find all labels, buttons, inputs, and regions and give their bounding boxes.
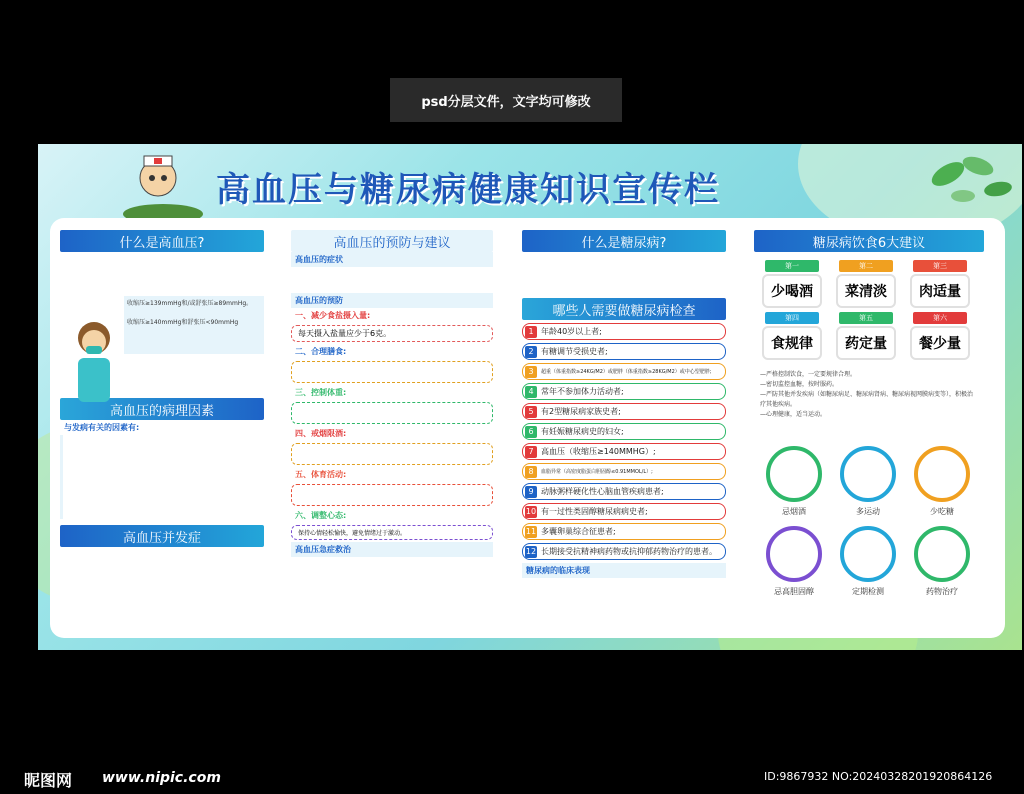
column-prevention <box>291 230 493 597</box>
diet-tag: 第二 <box>839 260 893 272</box>
subheading: 高血压的预防 <box>291 293 493 308</box>
list-item-text: 多囊卵巢综合征患者; <box>541 527 616 536</box>
text-block <box>522 578 726 614</box>
diet-tag: 第五 <box>839 312 893 324</box>
lifestyle-label: 药物治疗 <box>926 587 958 596</box>
section-header: 高血压的病理因素 <box>60 398 264 420</box>
list-item-text: 超重（体重指数≥24KG/M2）或肥胖（体重指数≥28KG/M2）或中心型肥胖; <box>541 369 712 375</box>
diet-card: 餐少量 <box>910 326 970 360</box>
diet-card: 食规律 <box>762 326 822 360</box>
list-item <box>522 343 726 360</box>
tip-box <box>291 361 493 383</box>
list-item <box>522 503 726 520</box>
lifestyle-icon <box>766 526 822 582</box>
list-number: 2 <box>525 346 537 358</box>
diet-card: 药定量 <box>836 326 896 360</box>
list-item-text: 有妊娠糖尿病史的妇女; <box>541 427 624 436</box>
lifestyle-icon <box>840 446 896 502</box>
list-number: 3 <box>525 366 537 378</box>
tip-box: 每天摄入盐量应少于6克。 <box>291 325 493 342</box>
section-header: 哪些人需要做糖尿病检查 <box>522 298 726 320</box>
lifestyle-label: 忌高胆固醇 <box>774 587 814 596</box>
lifestyle-icons <box>754 442 984 622</box>
factor-list <box>60 435 264 519</box>
diet-tag: 第四 <box>765 312 819 324</box>
text-block <box>291 557 493 597</box>
bp-criteria-1: 收缩压≥139mmHg和/或舒张压≥89mmHg。 <box>127 300 253 307</box>
column-diabetes <box>522 230 726 614</box>
list-item <box>522 423 726 440</box>
list-item-text: 动脉粥样硬化性心脑血管疾病患者; <box>541 487 664 496</box>
section-header: 什么是糖尿病? <box>522 230 726 252</box>
section-header: 什么是高血压? <box>60 230 264 252</box>
footer-logo: 昵图网 <box>24 771 73 790</box>
top-note: psd分层文件，文字均可修改 <box>390 78 622 122</box>
tip-heading: 六、调整心态: <box>295 511 347 520</box>
tip-box <box>291 443 493 465</box>
lifestyle-icon <box>914 446 970 502</box>
diet-card: 少喝酒 <box>762 274 822 308</box>
diet-tip: —严防其他并发疾病（如糖尿病足、糖尿病肾病、糖尿病视网膜病变等），积极治疗其他疾病。 <box>760 391 974 408</box>
page-title: 高血压与糖尿病健康知识宣传栏 <box>216 170 720 210</box>
tip-heading: 二、合理膳食: <box>295 347 347 356</box>
text-block <box>60 252 264 296</box>
list-number: 12 <box>525 547 537 556</box>
column-hypertension <box>60 230 264 603</box>
footer-url: www.nipic.com <box>102 770 221 786</box>
list-number: 1 <box>525 326 537 338</box>
list-item-text: 有2型糖尿病家族史者; <box>541 407 621 416</box>
poster-board <box>38 144 1022 650</box>
diet-tip: —密切监控血糖，按时服药。 <box>760 381 839 388</box>
list-number: 9 <box>525 486 537 498</box>
list-item <box>522 443 726 460</box>
text-block <box>124 354 264 384</box>
footer <box>0 762 1024 794</box>
text-block <box>291 267 493 293</box>
list-item <box>522 363 726 380</box>
list-item-text: 高血压（收缩压≥140MMHG）; <box>541 447 656 456</box>
lifestyle-label: 多运动 <box>856 507 880 516</box>
list-number: 6 <box>525 426 537 438</box>
diet-card: 肉适量 <box>910 274 970 308</box>
lifestyle-label: 忌烟酒 <box>782 507 806 516</box>
list-number: 5 <box>525 406 537 418</box>
leaf-icon <box>918 144 1018 214</box>
column-diet <box>754 230 984 640</box>
list-number: 10 <box>525 507 537 516</box>
diet-tag: 第六 <box>913 312 967 324</box>
lifestyle-label: 少吃糖 <box>930 507 954 516</box>
tip-heading: 三、控制体重: <box>295 388 347 397</box>
diet-tip: —严格控制饮食，一定要规律合理。 <box>760 371 857 378</box>
doctor-mascot-icon <box>118 150 208 224</box>
diet-card: 菜清淡 <box>836 274 896 308</box>
list-item <box>522 383 726 400</box>
subheading: 高血压急症救治 <box>291 542 493 557</box>
tip-heading: 一、减少食盐摄入量: <box>295 311 371 320</box>
tip-heading: 四、戒烟限酒: <box>295 429 347 438</box>
list-item-text: 常年不参加体力活动者; <box>541 387 624 396</box>
diet-tag: 第一 <box>765 260 819 272</box>
section-header: 高血压并发症 <box>60 525 264 547</box>
list-item <box>522 543 726 560</box>
list-number: 8 <box>525 466 537 478</box>
diet-cards <box>754 252 984 366</box>
list-number: 4 <box>525 386 537 398</box>
diet-tips <box>754 366 984 442</box>
list-item-text: 有一过性类固醇糖尿病病史者; <box>541 507 648 516</box>
lifestyle-icon <box>840 526 896 582</box>
list-item <box>522 483 726 500</box>
tip-box <box>291 402 493 424</box>
list-number: 11 <box>525 527 537 536</box>
lifestyle-label: 定期检测 <box>852 587 884 596</box>
diet-tag: 第三 <box>913 260 967 272</box>
bp-criteria-2: 收缩压≥140mmHg和舒张压<90mmHg <box>127 319 239 326</box>
tip-heading: 五、体育活动: <box>295 470 347 479</box>
bp-criteria-box <box>124 296 264 354</box>
list-item <box>522 403 726 420</box>
section-header: 糖尿病饮食6大建议 <box>754 230 984 252</box>
subheading: 糖尿病的临床表现 <box>522 563 726 578</box>
subheading: 高血压的症状 <box>291 252 493 267</box>
list-item-text: 有糖调节受损史者; <box>541 347 608 356</box>
screening-list <box>522 323 726 560</box>
text-block <box>60 547 264 603</box>
text-block <box>522 252 726 298</box>
footer-id: ID:9867932 NO:20240328201920864126 <box>764 770 993 783</box>
list-item <box>522 323 726 340</box>
tip-box <box>291 484 493 506</box>
section-header: 高血压的预防与建议 <box>291 230 493 252</box>
subheading: 与发病有关的因素有: <box>64 423 140 432</box>
list-number: 7 <box>525 446 537 458</box>
list-item-text: 长期接受抗精神病药物或抗抑郁药物治疗的患者。 <box>541 547 717 556</box>
list-item <box>522 463 726 480</box>
tip-box: 保持心情轻松愉快，避免情绪过于激动。 <box>291 525 493 540</box>
list-item-text: 年龄40岁以上者; <box>541 327 602 336</box>
lifestyle-icon <box>766 446 822 502</box>
lifestyle-icon <box>914 526 970 582</box>
list-item-text: 血脂异常（高密度脂蛋白胆固醇≤0.91MMOL/L）; <box>541 469 653 475</box>
nurse-illustration-icon <box>64 316 124 406</box>
list-item <box>522 523 726 540</box>
diet-tip: —心理健康，适当运动。 <box>760 411 827 418</box>
